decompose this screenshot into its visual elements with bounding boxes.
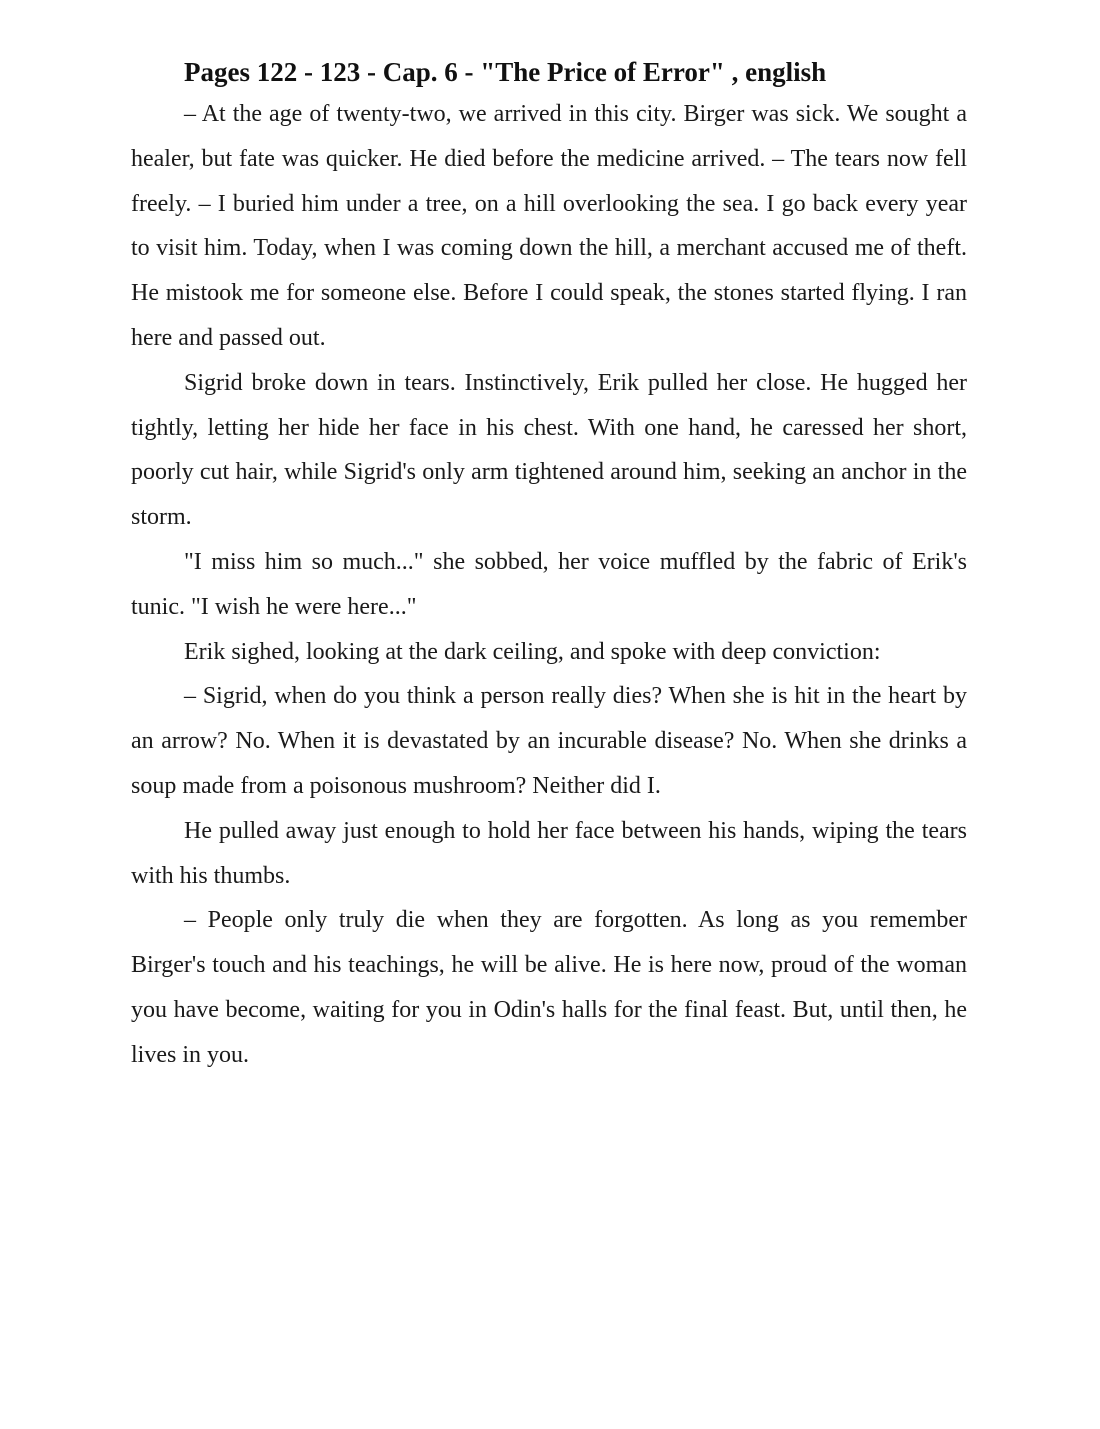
document-page bbox=[131, 52, 967, 1078]
paragraph-6: He pulled away just enough to hold her face between his hands, wiping the tears with his thumbs. bbox=[131, 817, 967, 889]
paragraph-3: "I miss him so much..." she sobbed, her voice muffled by the fabric of Erik's tunic. "I wish he were here..." bbox=[131, 548, 967, 620]
paragraph-2: Sigrid broke down in tears. Instinctively, Erik pulled her close. He hugged her tightly, letting her hide her face in his chest. With one hand, he caressed her short, poorly cut hair, while Sigrid's only arm tightened around him, seeking an anchor in the storm. bbox=[131, 369, 967, 531]
paragraph-7: – People only truly die when they are forgotten. As long as you remember Birger's touch and his teachings, he will be alive. He is here now, proud of the woman you have become, waiting for you in Odin's halls for the final feast. But, until then, he lives in you. bbox=[131, 907, 967, 1068]
paragraph-1: – At the age of twenty-two, we arrived in this city. Birger was sick. We sought a healer, but fate was quicker. He died before the medicine arrived. – The tears now fell freely. – I buried him under a tree, on a hill overlooking the sea. I go back every year to visit him. Today, when I was coming down the hill, a merchant accused me of theft. He mistook me for someone else. Before I could speak, the stones started flying. I ran here and passed out. bbox=[131, 101, 967, 351]
paragraph-4: Erik sighed, looking at the dark ceiling, and spoke with deep conviction: bbox=[184, 638, 881, 665]
paragraph-5: – Sigrid, when do you think a person really dies? When she is hit in the heart by an arrow? No. When it is devastated by an incurable disease? No. When she drinks a soup made from a poisonous mushroom? Neither did I. bbox=[131, 683, 967, 799]
page-title: Pages 122 - 123 - Cap. 6 - "The Price of Error" , english bbox=[184, 57, 827, 87]
